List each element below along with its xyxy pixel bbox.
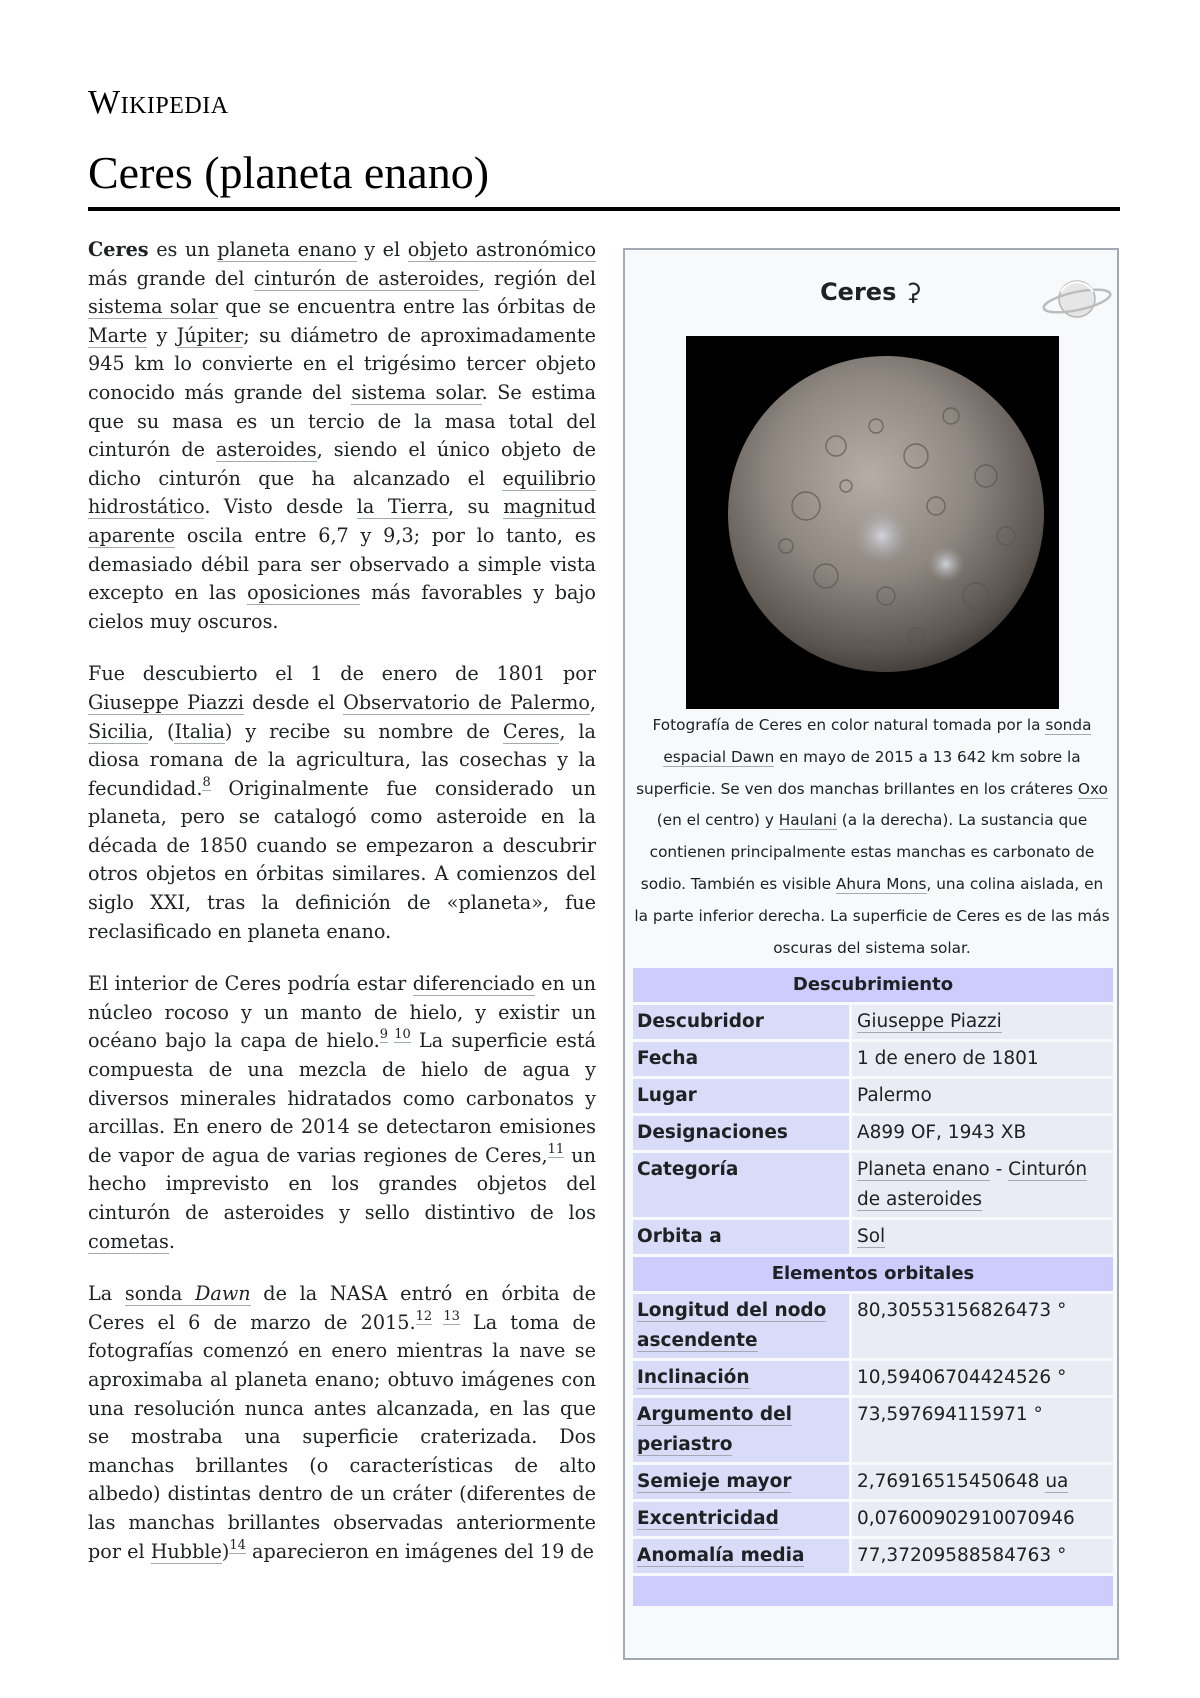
row-label: [633, 1465, 849, 1499]
link-objeto-astronomico[interactable]: objeto astronómico: [407, 238, 596, 261]
infobox-row-longitud-nodo: [633, 1294, 1113, 1358]
row-label: Categoría: [633, 1153, 849, 1217]
infobox-row-orbita: [633, 1220, 1113, 1254]
row-value: [852, 1465, 1113, 1499]
reference-11[interactable]: [548, 1142, 565, 1158]
infobox-row-anomalia-media: [633, 1539, 1113, 1573]
title-divider: [88, 207, 1120, 211]
reference-number[interactable]: 10: [394, 1027, 411, 1043]
link-sistema-solar-2[interactable]: sistema solar: [351, 380, 482, 404]
infobox-title-text: Ceres: [820, 278, 897, 306]
row-value: 73,597694115971 °: [852, 1398, 1113, 1462]
link-marte[interactable]: Marte: [88, 323, 148, 347]
text: más grande del: [88, 266, 254, 290]
reference-12-13[interactable]: [416, 1309, 460, 1325]
link-asteroides[interactable]: asteroides: [216, 438, 317, 462]
text: . Se estima que su masa es un tercio de la masa total del cinturón de: [88, 380, 597, 462]
text: La toma de fotografías comenzó en enero mientras la nave se aproximaba al planeta enano; obtuvo imágenes con una resolución nunca antes alcanzada, en las que se mostraba una superficie craterizada. Dos manchas brillantes (o características de alto albedo) distintas dentro de un cráter (diferentes de las manchas brillantes observadas anteriormente por el: [88, 1310, 596, 1563]
ceres-symbol: ⚳: [904, 278, 922, 306]
infobox-row-lugar: [633, 1079, 1113, 1113]
link-ceres-diosa[interactable]: Ceres: [502, 719, 560, 743]
row-value: [852, 1005, 1113, 1039]
paragraph-dawn: [88, 1280, 596, 1566]
article-body: [88, 236, 596, 1590]
text: más favorables y bajo cielos muy oscuros.: [88, 581, 596, 633]
link-observatorio-de-palermo[interactable]: Observatorio de Palermo: [343, 690, 590, 714]
link-descubridor[interactable]: Giuseppe Piazzi: [857, 1011, 1002, 1032]
link-cinturon-cat[interactable]: Cinturón de asteroides: [857, 1159, 1088, 1210]
text: en un núcleo rocoso y un manto de hielo, y existir un océano bajo la capa de hielo.: [88, 972, 596, 1053]
reference-14[interactable]: [229, 1538, 246, 1554]
link-equilibrio-hidrostatico[interactable]: equilibrio hidrostático: [88, 466, 596, 519]
link-sonda-espacial-dawn[interactable]: sonda espacial Dawn: [663, 716, 1092, 766]
text: Fotografía de Ceres en color natural tomada por la: [652, 716, 1046, 734]
infobox-row-excentricidad: [633, 1502, 1113, 1536]
link-la-tierra[interactable]: la Tierra: [356, 495, 448, 519]
row-value: A899 OF, 1943 XB: [852, 1116, 1113, 1150]
row-label: [633, 1502, 849, 1536]
row-value: 0,07600902910070946: [852, 1502, 1113, 1536]
reference-number[interactable]: 12: [415, 1308, 433, 1324]
image-caption: [633, 710, 1111, 964]
row-label: Fecha: [633, 1042, 849, 1076]
link-excentricidad[interactable]: Excentricidad: [637, 1508, 779, 1529]
reference-number[interactable]: 13: [443, 1308, 460, 1324]
text: El interior de Ceres podría estar: [88, 972, 413, 996]
row-label: [633, 1398, 849, 1462]
infobox-row-descubridor: [633, 1005, 1113, 1039]
link-sol[interactable]: Sol: [857, 1226, 886, 1247]
link-planeta-enano[interactable]: planeta enano: [217, 238, 357, 261]
text: La: [88, 1282, 125, 1306]
link-sistema-solar[interactable]: sistema solar: [88, 295, 218, 319]
planet-icon[interactable]: [1041, 270, 1113, 328]
link-text[interactable]: sonda: [124, 1282, 196, 1306]
link-cinturon-de-asteroides[interactable]: cinturón de asteroides: [253, 266, 479, 290]
section-header-elementos-orbitales: Elementos orbitales: [633, 1257, 1113, 1291]
link-cometas[interactable]: cometas: [88, 1229, 169, 1253]
link-italia[interactable]: Italia: [174, 719, 225, 743]
link-sicilia[interactable]: Sicilia: [88, 719, 148, 743]
ceres-photo[interactable]: [686, 336, 1059, 709]
text: un hecho imprevisto en los grandes objetos del cinturón de asteroides y sello distintivo de los: [88, 1143, 596, 1224]
text: oscila entre 6,7 y 9,3; por lo tanto, es demasiado débil para ser observado a simple vista excepto en las: [88, 523, 596, 605]
wikipedia-logo[interactable]: Wikipedia: [88, 84, 229, 121]
text: .: [168, 1229, 175, 1253]
link-ahura-mons[interactable]: Ahura Mons: [835, 874, 927, 893]
row-value: [852, 1220, 1113, 1254]
page-title: Ceres (planeta enano): [88, 147, 490, 198]
link-giuseppe-piazzi[interactable]: Giuseppe Piazzi: [88, 690, 244, 714]
text: (en el centro) y: [656, 811, 779, 830]
section-header-next: [633, 1576, 1113, 1606]
row-value: [852, 1153, 1113, 1217]
text: . Visto desde: [204, 495, 357, 519]
text: La superficie está compuesta de una mezcla de hielo de agua y diversos minerales hidratados como carbonatos y arcillas. En enero de 2014 se detectaron emisiones de vapor de agua de varias regiones de Ceres,: [88, 1029, 596, 1167]
reference-number[interactable]: 8: [202, 774, 211, 790]
text: es un: [148, 238, 218, 261]
text: Fue descubierto el 1 de enero de 1801 por: [88, 662, 596, 686]
link-haulani[interactable]: Haulani: [778, 811, 837, 830]
link-oxo[interactable]: Oxo: [1077, 779, 1108, 798]
link-hubble[interactable]: Hubble: [150, 1539, 222, 1563]
infobox-row-designaciones: [633, 1116, 1113, 1150]
text: desde el: [243, 690, 344, 714]
link-anomalia-media[interactable]: Anomalía media: [637, 1545, 805, 1566]
paragraph-discovery: [88, 660, 596, 946]
row-label: Descubridor: [633, 1005, 849, 1039]
reference-number[interactable]: 14: [229, 1537, 246, 1553]
infobox-row-fecha: [633, 1042, 1113, 1076]
link-ua[interactable]: ua: [1045, 1471, 1069, 1492]
paragraph-interior: [88, 970, 596, 1256]
text: , siendo el único objeto de dicho cinturón que ha alcanzado el: [88, 438, 596, 490]
reference-number[interactable]: 9: [379, 1027, 388, 1043]
text: ) y recibe su nombre de: [224, 719, 503, 743]
row-value: 80,30553156826473 °: [852, 1294, 1113, 1358]
text: , su: [447, 495, 504, 519]
text: (a la derecha). La sustancia que contienen principalmente estas manchas es carbonato de sodio. También es visible: [640, 811, 1095, 893]
row-label: Lugar: [633, 1079, 849, 1113]
link-longitud-nodo[interactable]: Longitud del nodo ascendente: [637, 1300, 827, 1351]
infobox-row-categoria: [633, 1153, 1113, 1217]
reference-9-10[interactable]: [380, 1027, 411, 1043]
infobox-row-inclinacion: [633, 1361, 1113, 1395]
link-sonda-dawn[interactable]: [125, 1282, 251, 1306]
row-label: Orbita a: [633, 1220, 849, 1254]
text: , la diosa romana de la agricultura, las cosechas y la fecundidad.: [88, 719, 596, 800]
link-planeta-enano-cat[interactable]: Planeta enano: [857, 1159, 990, 1180]
text: y el: [356, 238, 408, 261]
text: , región del: [478, 266, 596, 290]
row-value: 77,37209588584763 °: [852, 1539, 1113, 1573]
link-semieje-mayor[interactable]: Semieje mayor: [637, 1471, 792, 1492]
text: y: [147, 323, 177, 347]
text: ): [221, 1539, 230, 1563]
text: , una colina aislada, en la parte inferior derecha. La superficie de Ceres es de las más oscuras del sistema solar.: [634, 874, 1110, 957]
link-argumento-periastro[interactable]: Argumento del periastro: [637, 1404, 792, 1455]
text: que se encuentra entre las órbitas de: [217, 295, 596, 319]
text: , (: [147, 719, 175, 743]
infobox-row-semieje-mayor: [633, 1465, 1113, 1499]
text: ; su diámetro de aproximadamente 945 km lo convierte en el trigésimo tercer objeto conocido más grande del: [88, 323, 596, 404]
link-oposiciones[interactable]: oposiciones: [247, 581, 361, 605]
separator: -: [989, 1159, 1009, 1180]
row-label: [633, 1294, 849, 1358]
ceres-surface: [728, 356, 1044, 672]
infobox-row-argumento-periastro: [633, 1398, 1113, 1462]
reference-8[interactable]: [202, 775, 210, 791]
row-value: 10,59406704424526 °: [852, 1361, 1113, 1395]
link-jupiter[interactable]: Júpiter: [176, 323, 244, 347]
row-label: [633, 1361, 849, 1395]
value-text: 2,76916515450648: [857, 1471, 1040, 1492]
article-subject: Ceres: [88, 238, 149, 261]
row-value: 1 de enero de 1801: [852, 1042, 1113, 1076]
text: en mayo de 2015 a 13 642 km sobre la superficie. Se ven dos manchas brillantes en los cráteres: [636, 747, 1081, 798]
link-inclinacion[interactable]: Inclinación: [637, 1367, 750, 1388]
text: Originalmente fue considerado un planeta, pero se catalogó como asteroide en la década de 1850 cuando se empezaron a descubrir otros objetos en órbitas similares. A comienzos del siglo XXI, tras la definición de «planeta», fue reclasificado en planeta enano.: [88, 776, 596, 943]
row-value: Palermo: [852, 1079, 1113, 1113]
link-diferenciado[interactable]: diferenciado: [412, 972, 535, 996]
infobox: [623, 248, 1119, 1660]
row-label: Designaciones: [633, 1116, 849, 1150]
link-text-italic[interactable]: Dawn: [195, 1282, 251, 1306]
text: ,: [589, 690, 596, 714]
row-label: [633, 1539, 849, 1573]
text: aparecieron en imágenes del 19 de: [245, 1539, 595, 1563]
reference-number[interactable]: 11: [547, 1141, 565, 1157]
section-header-descubrimiento: Descubrimiento: [633, 968, 1113, 1002]
text: de la NASA entró en órbita de Ceres el 6 de marzo de 2015.: [88, 1282, 596, 1334]
link-magnitud-aparente[interactable]: magnitud aparente: [88, 495, 596, 547]
paragraph-intro: [88, 236, 596, 636]
